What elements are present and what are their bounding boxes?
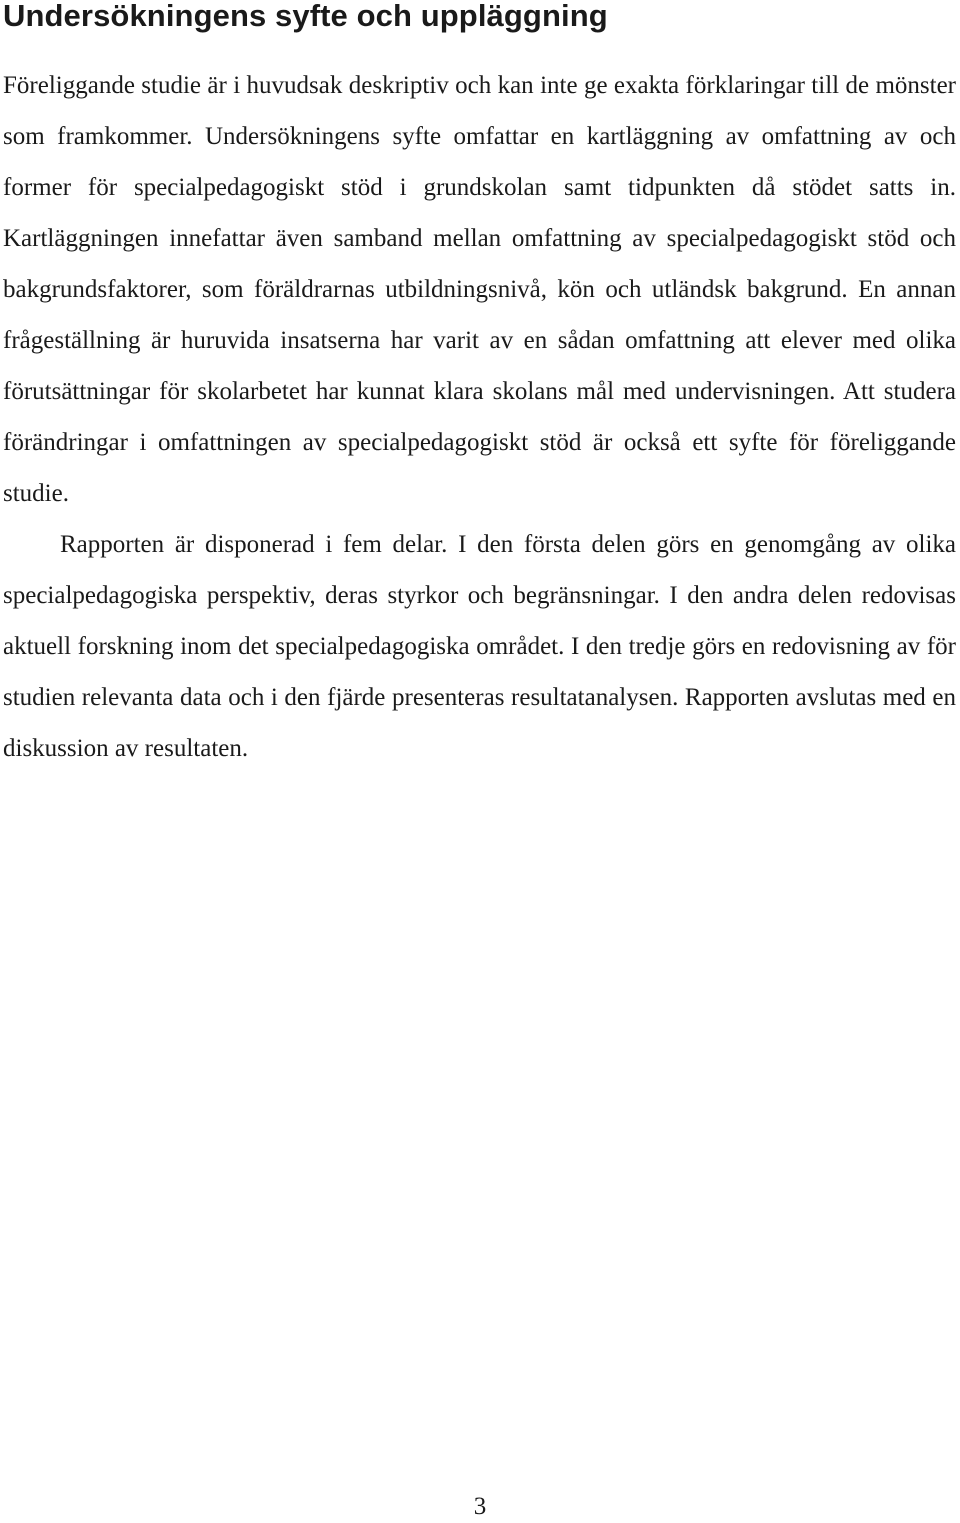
paragraph-purpose: Föreliggande studie är i huvudsak deskriptiv och kan inte ge exakta förklaringar till de mönster som framkommer. Undersökningens syfte omfattar en kartläggning av omfattning av och former för specialpedagogiskt stöd i grundskolan samt tidpunkten då stödet satts in. Kartläggningen innefattar även samband mellan omfattning av specialpedagogiskt stöd och bakgrundsfaktorer, som föräldrarnas utbildningsnivå, kön och utländsk bakgrund. En annan frågeställning är huruvida insatserna har varit av en sådan omfattning att elever med olika förutsättningar för skolarbetet har kunnat klara skolans mål med undervisningen. Att studera förändringar i omfattningen av specialpedagogiskt stöd är också ett syfte för föreliggande studie. [3, 72, 956, 507]
page-number: 3 [473, 1493, 487, 1520]
paragraph-disposition: Rapporten är disponerad i fem delar. I den första delen görs en genomgång av olika specialpedagogiska perspektiv, deras styrkor och begränsningar. I den andra delen redovisas aktuell forskning inom det specialpedagogiska området. I den tredje görs en redovisning av för studien relevanta data och i den fjärde presenteras resultatanalysen. Rapporten avslutas med en diskussion av resultaten. [3, 531, 956, 762]
body-text [3, 60, 956, 774]
section-heading: Undersökningens syfte och uppläggning [3, 0, 608, 33]
